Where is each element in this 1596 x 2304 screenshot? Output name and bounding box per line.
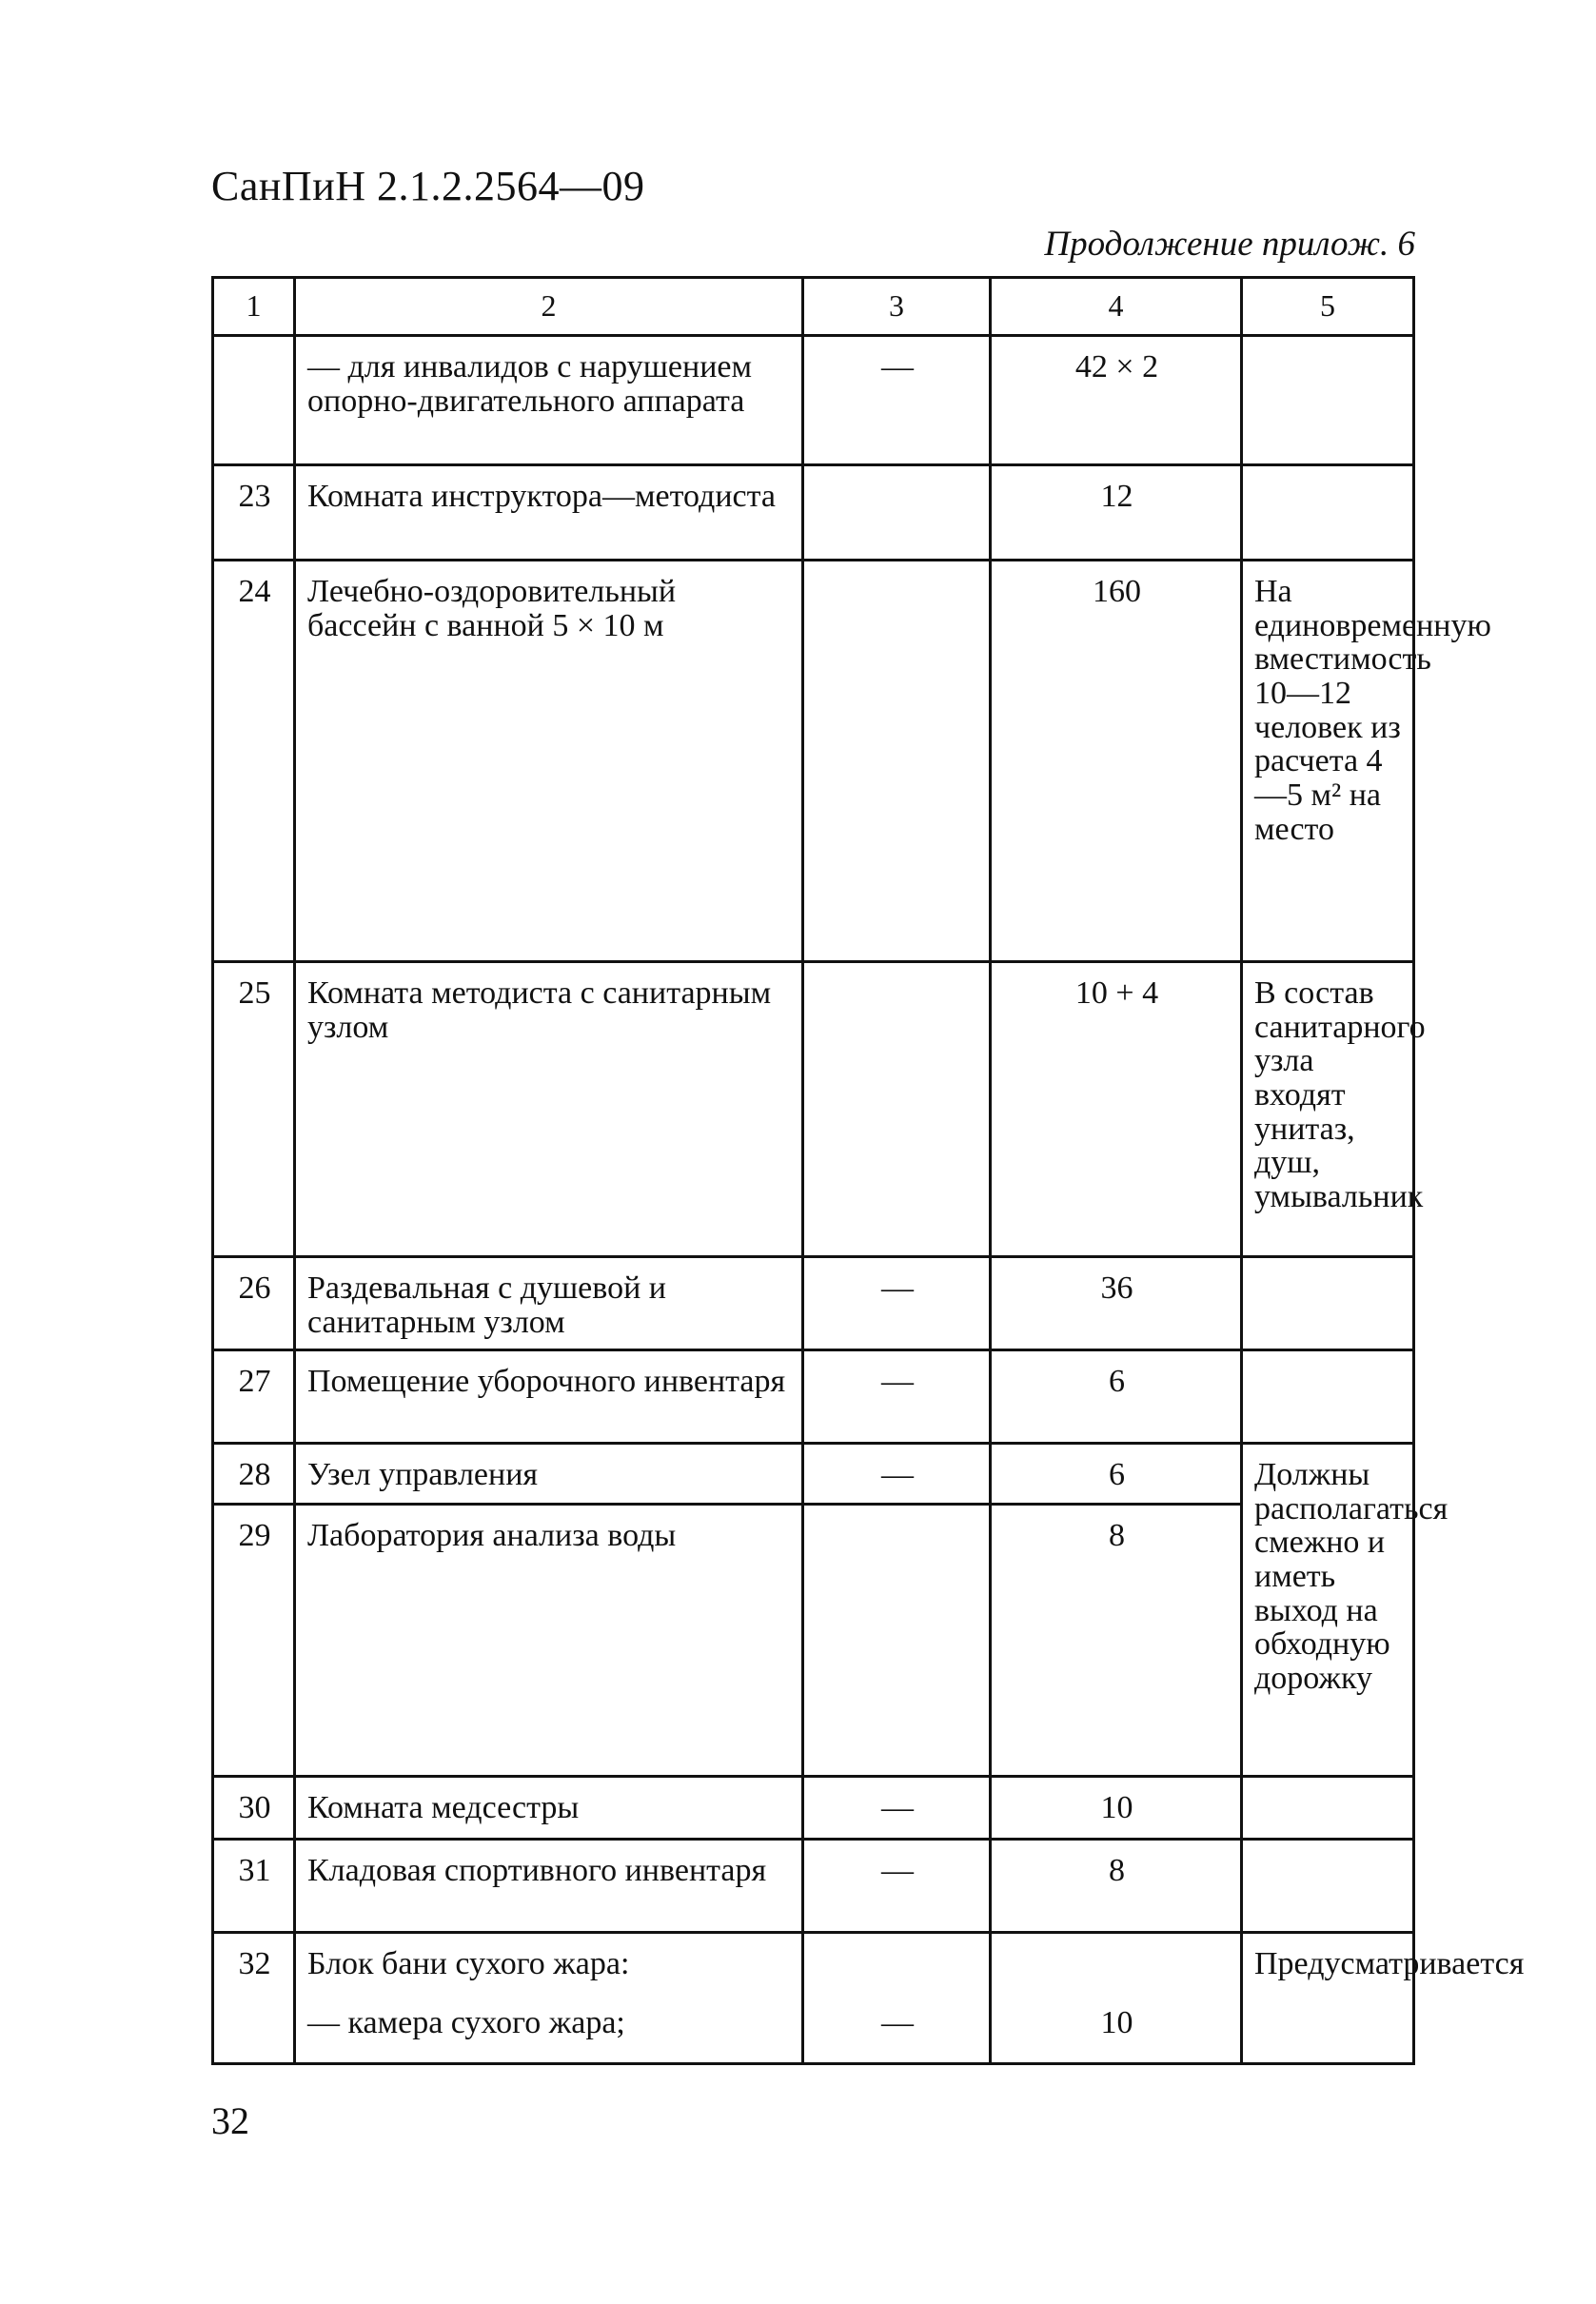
note: [1242, 465, 1414, 561]
table-row: [213, 561, 1414, 962]
area-value: 6: [991, 1350, 1242, 1444]
area-value: 42 × 2: [991, 336, 1242, 465]
table-row: [213, 465, 1414, 561]
table-row: [213, 1257, 1414, 1350]
col3-value: —: [803, 1350, 991, 1444]
row-number: 28: [213, 1444, 295, 1505]
room-name: Комната методиста с санитарным узлом: [295, 962, 803, 1257]
col3-value: —: [803, 1840, 991, 1933]
room-name: Комната инструктора—методиста: [295, 465, 803, 561]
area-value: 8: [991, 1840, 1242, 1933]
room-name-cell: [295, 1933, 803, 2064]
area-value: 10: [991, 1777, 1242, 1840]
col3-value: —: [803, 1257, 991, 1350]
table-row: [213, 962, 1414, 1257]
col3-value: —: [881, 2005, 914, 2040]
column-header: 4: [991, 278, 1242, 336]
note: [1242, 1777, 1414, 1840]
room-name: Блок бани сухого жара:: [307, 1946, 630, 1981]
room-name: Комната медсестры: [295, 1777, 803, 1840]
room-name: Узел управления: [295, 1444, 803, 1505]
table-row: [213, 1350, 1414, 1444]
column-header: 1: [213, 278, 295, 336]
note: [1242, 1257, 1414, 1350]
table-row: [213, 1840, 1414, 1933]
area-value: 36: [991, 1257, 1242, 1350]
table-row: [213, 1444, 1414, 1505]
note: [1242, 1840, 1414, 1933]
document-code: СанПиН 2.1.2.2564—09: [211, 163, 645, 209]
area-value: 6: [991, 1444, 1242, 1505]
row-number: 26: [213, 1257, 295, 1350]
area-value-cell: [991, 1933, 1242, 2064]
room-name: — для инвалидов с нарушением опорно-двигательного аппарата: [295, 336, 803, 465]
note: На единовременную вместимость 10—12 человек из расчета 4—5 м² на место: [1242, 561, 1414, 962]
area-value: 10: [1100, 2005, 1133, 2040]
col3-value: [803, 561, 991, 962]
col3-value: [803, 1505, 991, 1777]
table-header-row: [213, 278, 1414, 336]
area-value: 160: [991, 561, 1242, 962]
note: В состав санитарного узла входят унитаз, душ, умывальник: [1242, 962, 1414, 1257]
column-header: 5: [1242, 278, 1414, 336]
rooms-table: [211, 276, 1525, 2065]
continuation-label: Продолжение прилож. 6: [1044, 225, 1415, 264]
table-row: [213, 1505, 1414, 1777]
col3-value-cell: [803, 1933, 991, 2064]
note: Должны располагаться смежно и иметь выход на обходную дорожку: [1242, 1444, 1414, 1777]
row-number: 30: [213, 1777, 295, 1840]
room-name: Лечебно-оздоровительный бассейн с ванной 5 × 10 м: [295, 561, 803, 962]
room-name: Раздевальная с душевой и санитарным узлом: [295, 1257, 803, 1350]
table-row: [213, 1933, 1414, 2064]
column-header: 2: [295, 278, 803, 336]
note: [1242, 1350, 1414, 1444]
page-number: 32: [211, 2099, 249, 2142]
area-value: 10 + 4: [991, 962, 1242, 1257]
room-subname: — камера сухого жара;: [307, 2004, 625, 2040]
table-row: [213, 1777, 1414, 1840]
area-value: 12: [991, 465, 1242, 561]
row-number: 23: [213, 465, 295, 561]
row-number: 29: [213, 1505, 295, 1777]
row-number: 32: [213, 1933, 295, 2064]
col3-value: [803, 465, 991, 561]
area-value: 8: [991, 1505, 1242, 1777]
row-number: 24: [213, 561, 295, 962]
col3-value: —: [803, 336, 991, 465]
row-number: 31: [213, 1840, 295, 1933]
col3-value: —: [803, 1444, 991, 1505]
note: [1242, 336, 1414, 465]
room-name: Кладовая спортивного инвентаря: [295, 1840, 803, 1933]
room-name: Лаборатория анализа воды: [295, 1505, 803, 1777]
col3-value: [803, 962, 991, 1257]
row-number: 27: [213, 1350, 295, 1444]
row-number: [213, 336, 295, 465]
row-number: 25: [213, 962, 295, 1257]
column-header: 3: [803, 278, 991, 336]
table-row: [213, 336, 1414, 465]
room-name: Помещение уборочного инвентаря: [295, 1350, 803, 1444]
col3-value: —: [803, 1777, 991, 1840]
note: Предусматривается: [1242, 1933, 1414, 2064]
